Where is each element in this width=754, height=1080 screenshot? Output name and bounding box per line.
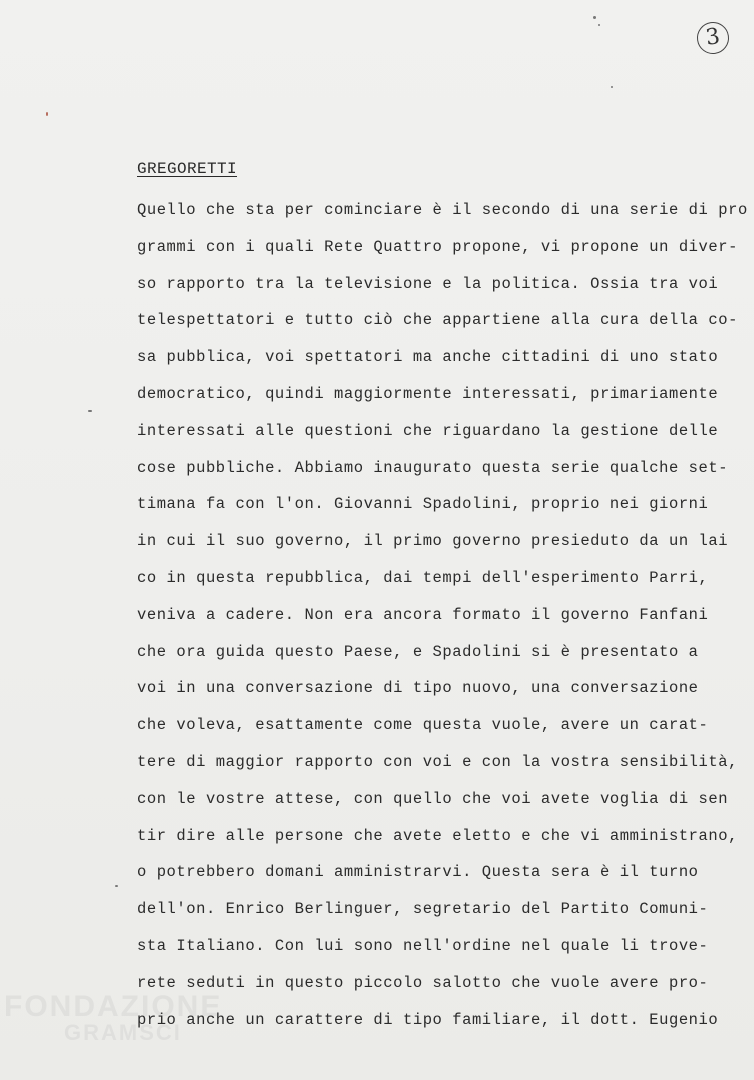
text-line: tere di maggior rapporto con voi e con la vostra sensibilità, — [137, 752, 738, 771]
page-number-circle: 3 — [695, 20, 731, 56]
text-line: con le vostre attese, con quello che voi avete voglia di sen — [137, 789, 729, 808]
ink-speck — [88, 410, 92, 412]
text-line: sta Italiano. Con lui sono nell'ordine nel quale li trove- — [137, 936, 709, 955]
speaker-heading: GREGORETTI — [137, 160, 238, 178]
text-line: che voleva, esattamente come questa vuole, avere un carat- — [137, 716, 709, 735]
text-line: timana fa con l'on. Giovanni Spadolini, proprio nei giorni — [137, 495, 709, 514]
text-line: telespettatori e tutto ciò che appartiene alla cura della co- — [137, 311, 738, 330]
text-line: rete seduti in questo piccolo salotto che vuole avere pro- — [137, 973, 709, 992]
text-line: grammi con i quali Rete Quattro propone, vi propone un diver- — [137, 237, 738, 256]
text-line: democratico, quindi maggiormente interessati, primariamente — [137, 384, 719, 403]
text-line: in cui il suo governo, il primo governo presieduto da un lai — [137, 532, 729, 551]
text-line: sa pubblica, voi spettatori ma anche cittadini di uno stato — [137, 348, 719, 367]
text-line: che ora guida questo Paese, e Spadolini si è presentato a — [137, 642, 699, 661]
transcript-body — [137, 196, 748, 1042]
text-line: o potrebbero domani amministrarvi. Questa sera è il turno — [137, 863, 699, 882]
text-line: so rapporto tra la televisione e la politica. Ossia tra voi — [137, 274, 719, 293]
watermark-line-1: FONDAZIONE — [4, 990, 223, 1023]
text-line: prio anche un carattere di tipo familiare, il dott. Eugenio — [137, 1010, 719, 1029]
text-line: cose pubbliche. Abbiamo inaugurato questa serie qualche set- — [137, 458, 729, 477]
text-line: tir dire alle persone che avete eletto e che vi amministrano, — [137, 826, 738, 845]
text-line: co in questa repubblica, dai tempi dell'esperimento Parri, — [137, 568, 709, 587]
ink-speck — [593, 16, 596, 19]
text-line: dell'on. Enrico Berlinguer, segretario del Partito Comuni- — [137, 900, 709, 919]
ink-speck — [115, 885, 118, 887]
ink-speck — [598, 24, 600, 26]
text-line: veniva a cadere. Non era ancora formato il governo Fanfani — [137, 605, 709, 624]
ink-speck — [611, 86, 613, 88]
text-line: interessati alle questioni che riguardano la gestione delle — [137, 421, 719, 440]
ink-speck — [46, 112, 48, 116]
text-line: Quello che sta per cominciare è il secondo di una serie di pro — [137, 201, 748, 219]
text-line: voi in una conversazione di tipo nuovo, una conversazione — [137, 679, 699, 698]
watermark-line-2: GRAMSCI — [64, 1020, 182, 1045]
archive-watermark — [4, 992, 222, 1044]
